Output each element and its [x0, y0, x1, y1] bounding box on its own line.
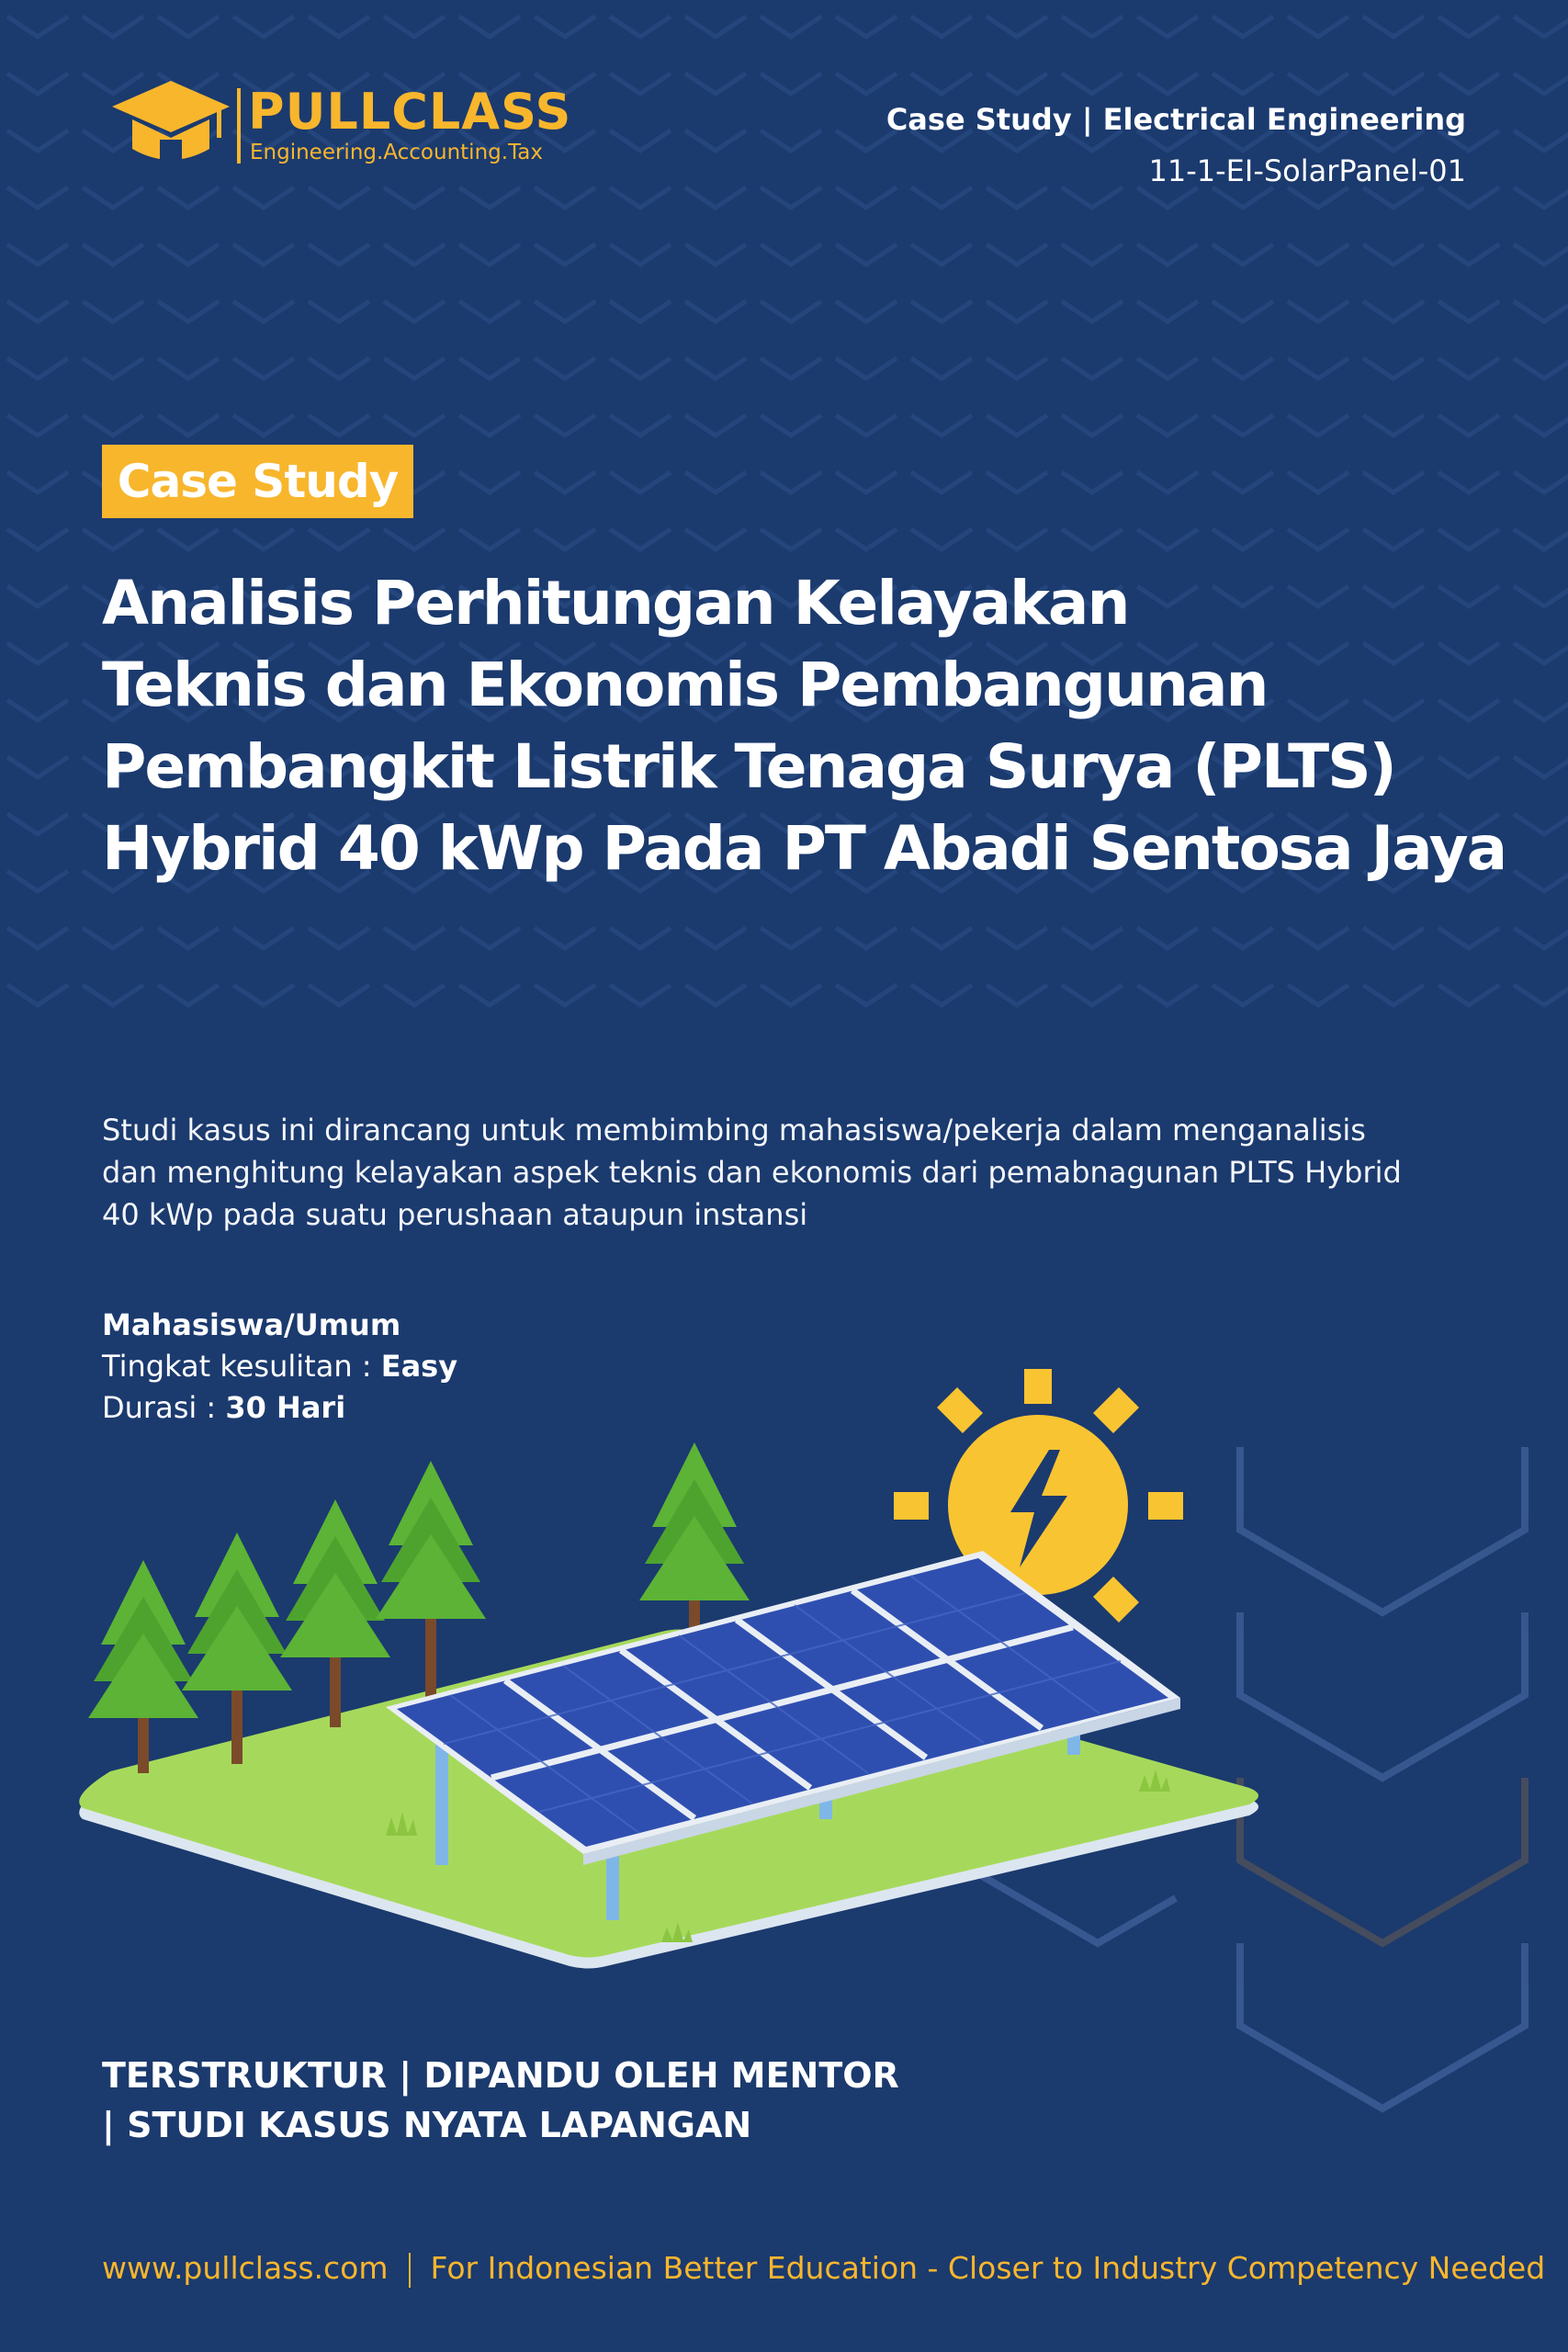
duration-value: 30 Hari — [225, 1390, 346, 1425]
title-line: Pembangkit Listrik Tenaga Surya (PLTS) — [102, 731, 1395, 802]
brand-tagline: Engineering.Accounting.Tax — [250, 141, 544, 164]
description-line: dan menghitung kelayakan aspek teknis dan ekonomis dari pemabnagunan PLTS Hybrid — [102, 1155, 1402, 1190]
feature-list — [102, 2051, 899, 2150]
feature-line: TERSTRUKTUR | DIPANDU OLEH MENTOR — [102, 2055, 899, 2096]
title-line: Teknis dan Ekonomis Pembangunan — [102, 650, 1268, 720]
feature-line: | STUDI KASUS NYATA LAPANGAN — [102, 2105, 752, 2145]
case-study-badge: Case Study — [102, 445, 413, 518]
logo-divider — [237, 88, 241, 164]
title-line: Hybrid 40 kWp Pada PT Abadi Sentosa Jaya — [102, 813, 1506, 884]
header-info — [886, 99, 1466, 193]
case-code: 11-1-EI-SolarPanel-01 — [1148, 153, 1466, 188]
pine-tree-icon — [376, 1461, 486, 1700]
brand-name: PULLCLASS — [248, 83, 572, 141]
difficulty-value: Easy — [380, 1349, 458, 1384]
header-category: Case Study | Electrical Engineering — [886, 102, 1466, 137]
footer — [102, 2245, 1545, 2291]
footer-slogan: For Indonesian Better Education - Closer to Industry Competency Needed — [430, 2250, 1546, 2286]
footer-divider — [409, 2253, 411, 2288]
pullclass-logo[interactable] — [108, 79, 586, 171]
graduation-cap-icon — [108, 79, 233, 167]
pine-tree-icon — [88, 1560, 198, 1773]
pine-tree-icon — [182, 1532, 292, 1764]
description — [102, 1109, 1461, 1236]
audience: Mahasiswa/Umum — [102, 1307, 401, 1342]
difficulty-label: Tingkat kesulitan : — [102, 1349, 381, 1384]
duration-label: Durasi : — [102, 1390, 226, 1425]
page-title — [102, 562, 1506, 889]
pine-tree-icon — [280, 1499, 390, 1727]
website-link[interactable]: www.pullclass.com — [102, 2250, 389, 2286]
description-line: Studi kasus ini dirancang untuk membimbing mahasiswa/pekerja dalam menganalisis — [102, 1113, 1366, 1148]
title-line: Analisis Perhitungan Kelayakan — [102, 568, 1129, 639]
solar-plant-illustration — [73, 1351, 1497, 2012]
description-line: 40 kWp pada suatu perushaan ataupun instansi — [102, 1197, 808, 1232]
